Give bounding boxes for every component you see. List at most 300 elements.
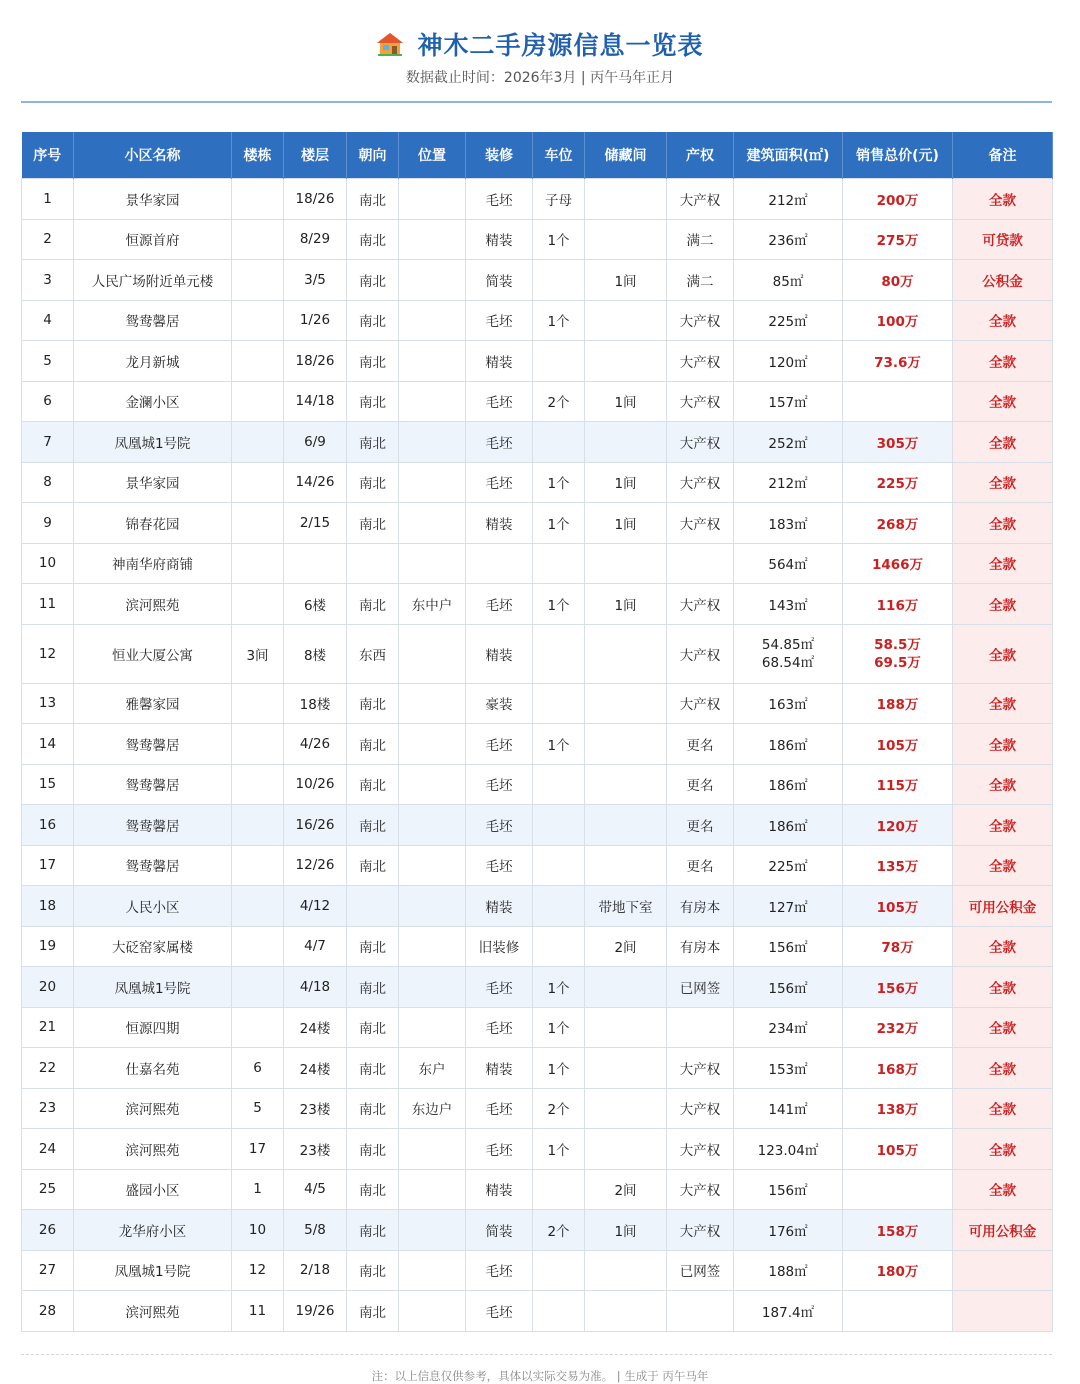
table-cell: 268万 [843, 503, 953, 544]
table-cell [585, 219, 667, 260]
table-cell [284, 543, 347, 584]
footer-divider [21, 1354, 1052, 1355]
table-cell: 鸳鸯馨居 [74, 724, 232, 765]
table-cell [399, 805, 466, 846]
table-cell: 8 [22, 462, 74, 503]
table-cell [399, 724, 466, 765]
table-cell: 14/18 [284, 381, 347, 422]
page-header [0, 0, 1080, 105]
table-cell: 龙华府小区 [74, 1210, 232, 1251]
table-cell: 大产权 [667, 624, 734, 683]
table-cell: 全款 [953, 381, 1053, 422]
table-cell: 豪装 [466, 683, 533, 724]
table-cell: 225㎡ [734, 300, 843, 341]
table-cell: 19/26 [284, 1291, 347, 1332]
table-cell: 南北 [347, 219, 399, 260]
table-cell [585, 764, 667, 805]
table-cell: 564㎡ [734, 543, 843, 584]
table-cell: 恒源首府 [74, 219, 232, 260]
table-cell: 8楼 [284, 624, 347, 683]
table-cell: 212㎡ [734, 462, 843, 503]
table-cell: 南北 [347, 683, 399, 724]
table-cell [232, 179, 284, 220]
table-cell: 16 [22, 805, 74, 846]
table-cell: 南北 [347, 462, 399, 503]
table-cell: 28 [22, 1291, 74, 1332]
table-cell: 南北 [347, 1250, 399, 1291]
table-cell: 大产权 [667, 1129, 734, 1170]
page-title: 神木二手房源信息一览表 [417, 31, 704, 60]
table-cell: 精装 [466, 341, 533, 382]
table-cell: 大产权 [667, 462, 734, 503]
table-cell: 22 [22, 1048, 74, 1089]
table-row [22, 967, 1053, 1008]
table-cell [466, 543, 533, 584]
table-cell [399, 1250, 466, 1291]
table-cell: 鸳鸯馨居 [74, 805, 232, 846]
table-cell [399, 1129, 466, 1170]
table-cell: 183㎡ [734, 503, 843, 544]
table-cell: 23楼 [284, 1129, 347, 1170]
table-cell [585, 179, 667, 220]
table-cell: 更名 [667, 724, 734, 765]
table-cell [585, 967, 667, 1008]
table-cell: 滨河熙苑 [74, 584, 232, 625]
table-cell: 1个 [533, 219, 585, 260]
table-cell: 4/12 [284, 886, 347, 927]
table-cell [232, 886, 284, 927]
table-cell: 123.04㎡ [734, 1129, 843, 1170]
table-row [22, 1291, 1053, 1332]
table-row [22, 886, 1053, 927]
table-cell: 252㎡ [734, 422, 843, 463]
table-cell: 大产权 [667, 300, 734, 341]
table-cell [399, 967, 466, 1008]
table-cell: 1间 [585, 584, 667, 625]
table-cell: 234㎡ [734, 1007, 843, 1048]
table-cell: 26 [22, 1210, 74, 1251]
table-cell: 南北 [347, 764, 399, 805]
table-cell: 全款 [953, 341, 1053, 382]
table-cell: 156㎡ [734, 967, 843, 1008]
table-cell: 163㎡ [734, 683, 843, 724]
table-cell [533, 805, 585, 846]
table-cell [399, 1007, 466, 1048]
table-cell: 滨河熙苑 [74, 1291, 232, 1332]
table-cell: 1间 [585, 503, 667, 544]
table-cell: 10/26 [284, 764, 347, 805]
table-cell: 南北 [347, 805, 399, 846]
table-cell: 南北 [347, 926, 399, 967]
table-cell: 23楼 [284, 1088, 347, 1129]
table-cell: 1个 [533, 503, 585, 544]
table-cell [585, 422, 667, 463]
table-cell: 143㎡ [734, 584, 843, 625]
table-row [22, 1129, 1053, 1170]
table-cell: 人民广场附近单元楼 [74, 260, 232, 301]
table-row [22, 624, 1053, 683]
table-cell [232, 300, 284, 341]
table-cell [533, 886, 585, 927]
table-cell [399, 381, 466, 422]
table-cell [585, 1129, 667, 1170]
table-cell: 200万 [843, 179, 953, 220]
table-cell: 73.6万 [843, 341, 953, 382]
table-cell: 135万 [843, 845, 953, 886]
table-cell [399, 179, 466, 220]
table-cell [232, 219, 284, 260]
table-cell [533, 1291, 585, 1332]
table-cell [585, 624, 667, 683]
table-cell [232, 584, 284, 625]
table-cell: 116万 [843, 584, 953, 625]
table-cell: 凤凰城1号院 [74, 1250, 232, 1291]
table-cell [232, 805, 284, 846]
table-cell: 全款 [953, 422, 1053, 463]
column-header: 备注 [953, 132, 1053, 179]
table-cell: 16/26 [284, 805, 347, 846]
table-cell: 3间 [232, 624, 284, 683]
table-cell: 南北 [347, 1129, 399, 1170]
table-row [22, 462, 1053, 503]
table-cell: 毛坯 [466, 300, 533, 341]
table-cell: 毛坯 [466, 845, 533, 886]
table-cell [232, 503, 284, 544]
table-row [22, 764, 1053, 805]
table-cell: 雅馨家园 [74, 683, 232, 724]
table-row [22, 1210, 1053, 1251]
title-divider [21, 101, 1052, 103]
table-cell: 14 [22, 724, 74, 765]
table-cell: 南北 [347, 1169, 399, 1210]
table-cell [232, 926, 284, 967]
page-subtitle: 数据截止时间：2026年3月 | 丙午马年正月 [405, 70, 675, 86]
table-cell: 全款 [953, 724, 1053, 765]
table-cell: 南北 [347, 584, 399, 625]
table-cell: 1466万 [843, 543, 953, 584]
table-cell: 大砭窑家属楼 [74, 926, 232, 967]
table-cell: 1 [22, 179, 74, 220]
table-cell: 大产权 [667, 1088, 734, 1129]
table-cell [533, 260, 585, 301]
table-cell [399, 422, 466, 463]
table-cell: 毛坯 [466, 381, 533, 422]
table-cell: 毛坯 [466, 805, 533, 846]
table-cell: 恒业大厦公寓 [74, 624, 232, 683]
table-cell [232, 967, 284, 1008]
table-cell: 南北 [347, 260, 399, 301]
table-cell: 1个 [533, 584, 585, 625]
table-cell: 精装 [466, 624, 533, 683]
table-cell [585, 300, 667, 341]
table-cell: 141㎡ [734, 1088, 843, 1129]
table-cell: 20 [22, 967, 74, 1008]
table-cell: 满二 [667, 219, 734, 260]
table-cell: 232万 [843, 1007, 953, 1048]
table-cell [399, 1169, 466, 1210]
table-cell: 全款 [953, 926, 1053, 967]
table-cell [533, 341, 585, 382]
table-cell [953, 1250, 1053, 1291]
table-cell: 24楼 [284, 1007, 347, 1048]
table-row [22, 845, 1053, 886]
table-cell [399, 926, 466, 967]
table-cell: 25 [22, 1169, 74, 1210]
table-row [22, 1088, 1053, 1129]
table-row [22, 1250, 1053, 1291]
table-cell: 153㎡ [734, 1048, 843, 1089]
table-cell: 毛坯 [466, 724, 533, 765]
column-header: 车位 [533, 132, 585, 179]
table-cell: 全款 [953, 543, 1053, 584]
table-cell: 全款 [953, 503, 1053, 544]
table-cell: 鸳鸯馨居 [74, 764, 232, 805]
table-cell: 2/18 [284, 1250, 347, 1291]
table-cell [585, 1250, 667, 1291]
table-cell: 更名 [667, 845, 734, 886]
table-cell [232, 462, 284, 503]
table-cell: 全款 [953, 1129, 1053, 1170]
table-cell: 大产权 [667, 1048, 734, 1089]
table-cell: 127㎡ [734, 886, 843, 927]
table-cell: 更名 [667, 764, 734, 805]
table-row [22, 260, 1053, 301]
table-cell: 景华家园 [74, 462, 232, 503]
table-cell: 13 [22, 683, 74, 724]
table-cell: 南北 [347, 179, 399, 220]
table-cell [399, 543, 466, 584]
table-cell: 已网签 [667, 1250, 734, 1291]
table-cell: 120㎡ [734, 341, 843, 382]
table-cell: 186㎡ [734, 724, 843, 765]
table-cell: 精装 [466, 1169, 533, 1210]
table-cell: 南北 [347, 967, 399, 1008]
table-cell: 南北 [347, 724, 399, 765]
table-cell: 12 [232, 1250, 284, 1291]
table-cell: 180万 [843, 1250, 953, 1291]
table-cell: 大产权 [667, 1210, 734, 1251]
table-cell: 全款 [953, 462, 1053, 503]
table-cell: 1间 [585, 1210, 667, 1251]
table-cell: 更名 [667, 805, 734, 846]
table-cell: 4/26 [284, 724, 347, 765]
table-cell [232, 381, 284, 422]
table-row [22, 503, 1053, 544]
table-cell: 南北 [347, 1048, 399, 1089]
table-cell [585, 543, 667, 584]
column-header: 建筑面积(㎡) [734, 132, 843, 179]
table-cell: 100万 [843, 300, 953, 341]
table-cell: 南北 [347, 381, 399, 422]
table-cell: 85㎡ [734, 260, 843, 301]
table-cell: 南北 [347, 503, 399, 544]
table-cell: 305万 [843, 422, 953, 463]
table-cell: 212㎡ [734, 179, 843, 220]
table-cell: 225㎡ [734, 845, 843, 886]
table-row [22, 724, 1053, 765]
table-cell: 12 [22, 624, 74, 683]
column-header: 装修 [466, 132, 533, 179]
column-header: 楼栋 [232, 132, 284, 179]
table-cell: 120万 [843, 805, 953, 846]
table-cell: 简装 [466, 1210, 533, 1251]
table-cell [533, 543, 585, 584]
table-cell: 毛坯 [466, 1007, 533, 1048]
table-cell: 公积金 [953, 260, 1053, 301]
table-cell [399, 503, 466, 544]
house-icon [376, 31, 404, 57]
table-cell: 17 [22, 845, 74, 886]
table-cell: 全款 [953, 624, 1053, 683]
table-cell: 毛坯 [466, 179, 533, 220]
table-cell: 神南华府商铺 [74, 543, 232, 584]
table-cell: 275万 [843, 219, 953, 260]
table-row [22, 805, 1053, 846]
table-cell: 2个 [533, 1088, 585, 1129]
table-cell: 24楼 [284, 1048, 347, 1089]
table-cell: 东户 [399, 1048, 466, 1089]
table-cell: 毛坯 [466, 584, 533, 625]
table-cell: 6 [22, 381, 74, 422]
table-cell: 南北 [347, 1088, 399, 1129]
column-header: 小区名称 [74, 132, 232, 179]
table-cell: 7 [22, 422, 74, 463]
table-cell [533, 1169, 585, 1210]
table-cell [843, 1169, 953, 1210]
table-cell: 仕嘉名苑 [74, 1048, 232, 1089]
table-cell: 1/26 [284, 300, 347, 341]
table-cell: 凤凰城1号院 [74, 422, 232, 463]
table-cell [585, 1291, 667, 1332]
table-cell: 满二 [667, 260, 734, 301]
table-cell: 23 [22, 1088, 74, 1129]
table-cell: 可贷款 [953, 219, 1053, 260]
table-cell: 可用公积金 [953, 886, 1053, 927]
table-cell [399, 845, 466, 886]
table-cell [667, 1291, 734, 1332]
table-cell: 凤凰城1号院 [74, 967, 232, 1008]
table-cell: 18 [22, 886, 74, 927]
table-cell: 大产权 [667, 503, 734, 544]
table-cell: 毛坯 [466, 764, 533, 805]
table-cell: 毛坯 [466, 1088, 533, 1129]
table-cell: 锦春花园 [74, 503, 232, 544]
table-cell: 2/15 [284, 503, 347, 544]
table-cell: 大产权 [667, 179, 734, 220]
table-cell [585, 1007, 667, 1048]
table-cell: 11 [232, 1291, 284, 1332]
table-cell [533, 845, 585, 886]
table-cell: 1个 [533, 462, 585, 503]
table-cell: 有房本 [667, 886, 734, 927]
table-cell: 4/7 [284, 926, 347, 967]
table-cell [533, 422, 585, 463]
table-cell: 27 [22, 1250, 74, 1291]
table-cell: 5 [22, 341, 74, 382]
table-cell: 简装 [466, 260, 533, 301]
table-cell: 9 [22, 503, 74, 544]
table-cell: 2间 [585, 926, 667, 967]
table-cell: 全款 [953, 1048, 1053, 1089]
table-cell [953, 1291, 1053, 1332]
table-cell: 东边户 [399, 1088, 466, 1129]
table-cell: 158万 [843, 1210, 953, 1251]
table-cell [585, 845, 667, 886]
table-cell: 毛坯 [466, 1250, 533, 1291]
table-cell: 6/9 [284, 422, 347, 463]
table-cell: 大产权 [667, 381, 734, 422]
table-cell: 12/26 [284, 845, 347, 886]
table-cell: 南北 [347, 300, 399, 341]
table-cell: 1间 [585, 381, 667, 422]
column-header: 位置 [399, 132, 466, 179]
table-cell: 168万 [843, 1048, 953, 1089]
table-cell [399, 260, 466, 301]
table-cell: 全款 [953, 584, 1053, 625]
table-cell: 2间 [585, 1169, 667, 1210]
table-cell: 精装 [466, 886, 533, 927]
table-cell [533, 764, 585, 805]
table-cell [399, 624, 466, 683]
table-cell: 精装 [466, 219, 533, 260]
table-row [22, 381, 1053, 422]
table-cell: 2 [22, 219, 74, 260]
table-cell: 11 [22, 584, 74, 625]
table-row [22, 683, 1053, 724]
table-row [22, 1169, 1053, 1210]
table-cell: 精装 [466, 1048, 533, 1089]
table-cell [232, 845, 284, 886]
table-cell: 滨河熙苑 [74, 1088, 232, 1129]
table-cell: 187.4㎡ [734, 1291, 843, 1332]
table-cell: 南北 [347, 1210, 399, 1251]
table-cell [533, 926, 585, 967]
table-cell: 1个 [533, 1048, 585, 1089]
table-cell: 5/8 [284, 1210, 347, 1251]
table-cell: 19 [22, 926, 74, 967]
listing-table [21, 132, 1053, 1332]
table-cell: 6楼 [284, 584, 347, 625]
table-cell: 156万 [843, 967, 953, 1008]
table-cell: 3 [22, 260, 74, 301]
table-cell: 已网签 [667, 967, 734, 1008]
table-cell: 全款 [953, 1169, 1053, 1210]
table-cell: 18/26 [284, 179, 347, 220]
column-header: 序号 [22, 132, 74, 179]
table-cell: 龙月新城 [74, 341, 232, 382]
table-cell: 10 [232, 1210, 284, 1251]
table-cell: 南北 [347, 422, 399, 463]
table-cell: 毛坯 [466, 967, 533, 1008]
table-cell: 14/26 [284, 462, 347, 503]
table-cell: 恒源四期 [74, 1007, 232, 1048]
table-row [22, 300, 1053, 341]
table-cell: 15 [22, 764, 74, 805]
table-cell: 5 [232, 1088, 284, 1129]
table-cell: 大产权 [667, 1169, 734, 1210]
table-cell: 17 [232, 1129, 284, 1170]
table-row [22, 1048, 1053, 1089]
table-row [22, 1007, 1053, 1048]
table-cell: 2个 [533, 1210, 585, 1251]
table-cell [399, 683, 466, 724]
table-cell: 全款 [953, 764, 1053, 805]
table-cell: 186㎡ [734, 764, 843, 805]
table-cell [232, 422, 284, 463]
table-cell: 大产权 [667, 584, 734, 625]
column-header: 产权 [667, 132, 734, 179]
table-cell [232, 724, 284, 765]
